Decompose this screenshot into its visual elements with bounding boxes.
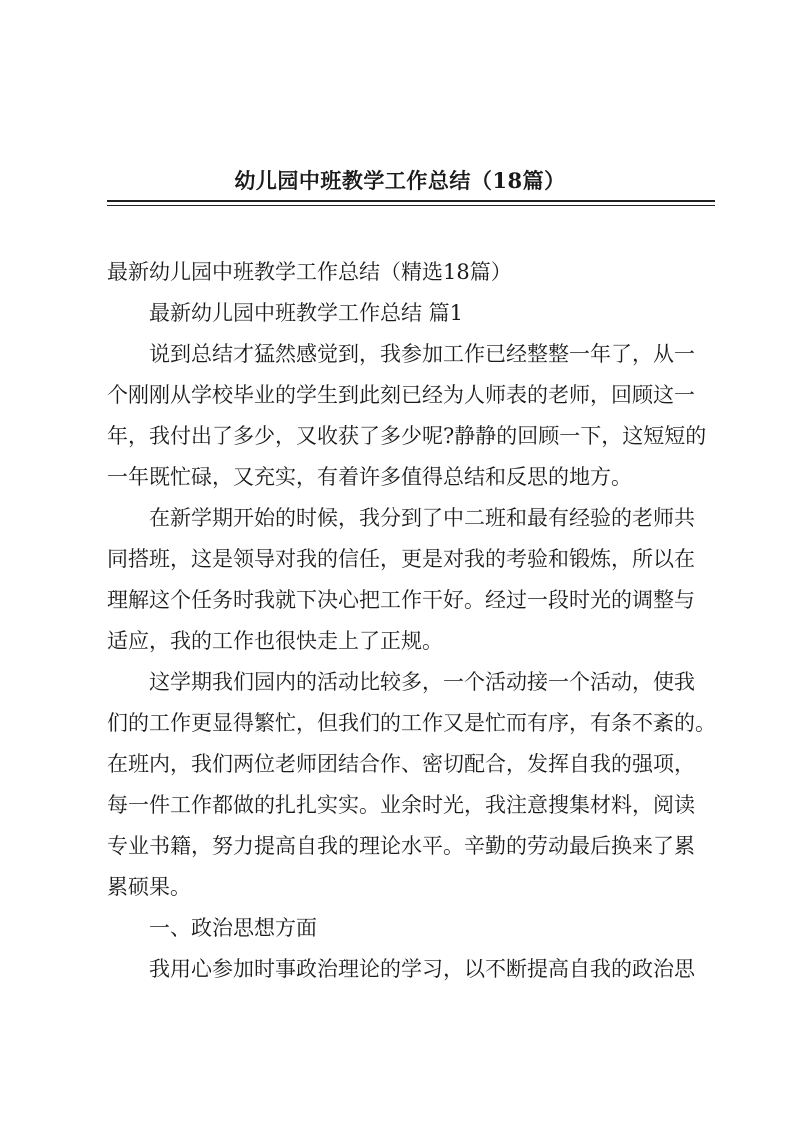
document-title: 幼儿园中班教学工作总结（18篇） <box>234 168 566 193</box>
text-line: 最新幼儿园中班教学工作总结（精选18篇） <box>107 260 512 284</box>
text-line: 适应，我的工作也很快走上了正规。 <box>107 629 443 653</box>
title-rule-thin <box>107 205 715 206</box>
text-line: 在班内，我们两位老师团结合作、密切配合，发挥自我的强项， <box>107 752 695 776</box>
document-body <box>107 252 725 990</box>
text-line: 最新幼儿园中班教学工作总结 篇1 <box>149 301 464 325</box>
text-line: 每一件工作都做的扎扎实实。业余时光，我注意搜集材料，阅读 <box>107 793 695 817</box>
text-line: 年，我付出了多少，又收获了多少呢?静静的回顾一下，这短短的 <box>107 424 707 448</box>
text-line: 这学期我们园内的活动比较多，一个活动接一个活动，使我 <box>149 670 695 694</box>
text-line: 专业书籍，努力提高自我的理论水平。辛勤的劳动最后换来了累 <box>107 834 695 858</box>
text-line: 在新学期开始的时候，我分到了中二班和最有经验的老师共 <box>149 506 695 530</box>
text-line: 一年既忙碌，又充实，有着许多值得总结和反思的地方。 <box>107 465 632 489</box>
title-rule-thick <box>107 200 715 202</box>
text-line: 同搭班，这是领导对我的信任，更是对我的考验和锻炼，所以在 <box>107 547 695 571</box>
text-line: 们的工作更显得繁忙，但我们的工作又是忙而有序，有条不紊的。 <box>107 711 716 735</box>
text-line: 个刚刚从学校毕业的学生到此刻已经为人师表的老师，回顾这一 <box>107 383 695 407</box>
text-line: 理解这个任务时我就下决心把工作干好。经过一段时光的调整与 <box>107 588 695 612</box>
text-line: 我用心参加时事政治理论的学习，以不断提高自我的政治思 <box>149 957 695 981</box>
text-line: 说到总结才猛然感觉到，我参加工作已经整整一年了，从一 <box>149 342 695 366</box>
text-line: 一、政治思想方面 <box>149 916 317 940</box>
text-line: 累硕果。 <box>107 875 191 899</box>
